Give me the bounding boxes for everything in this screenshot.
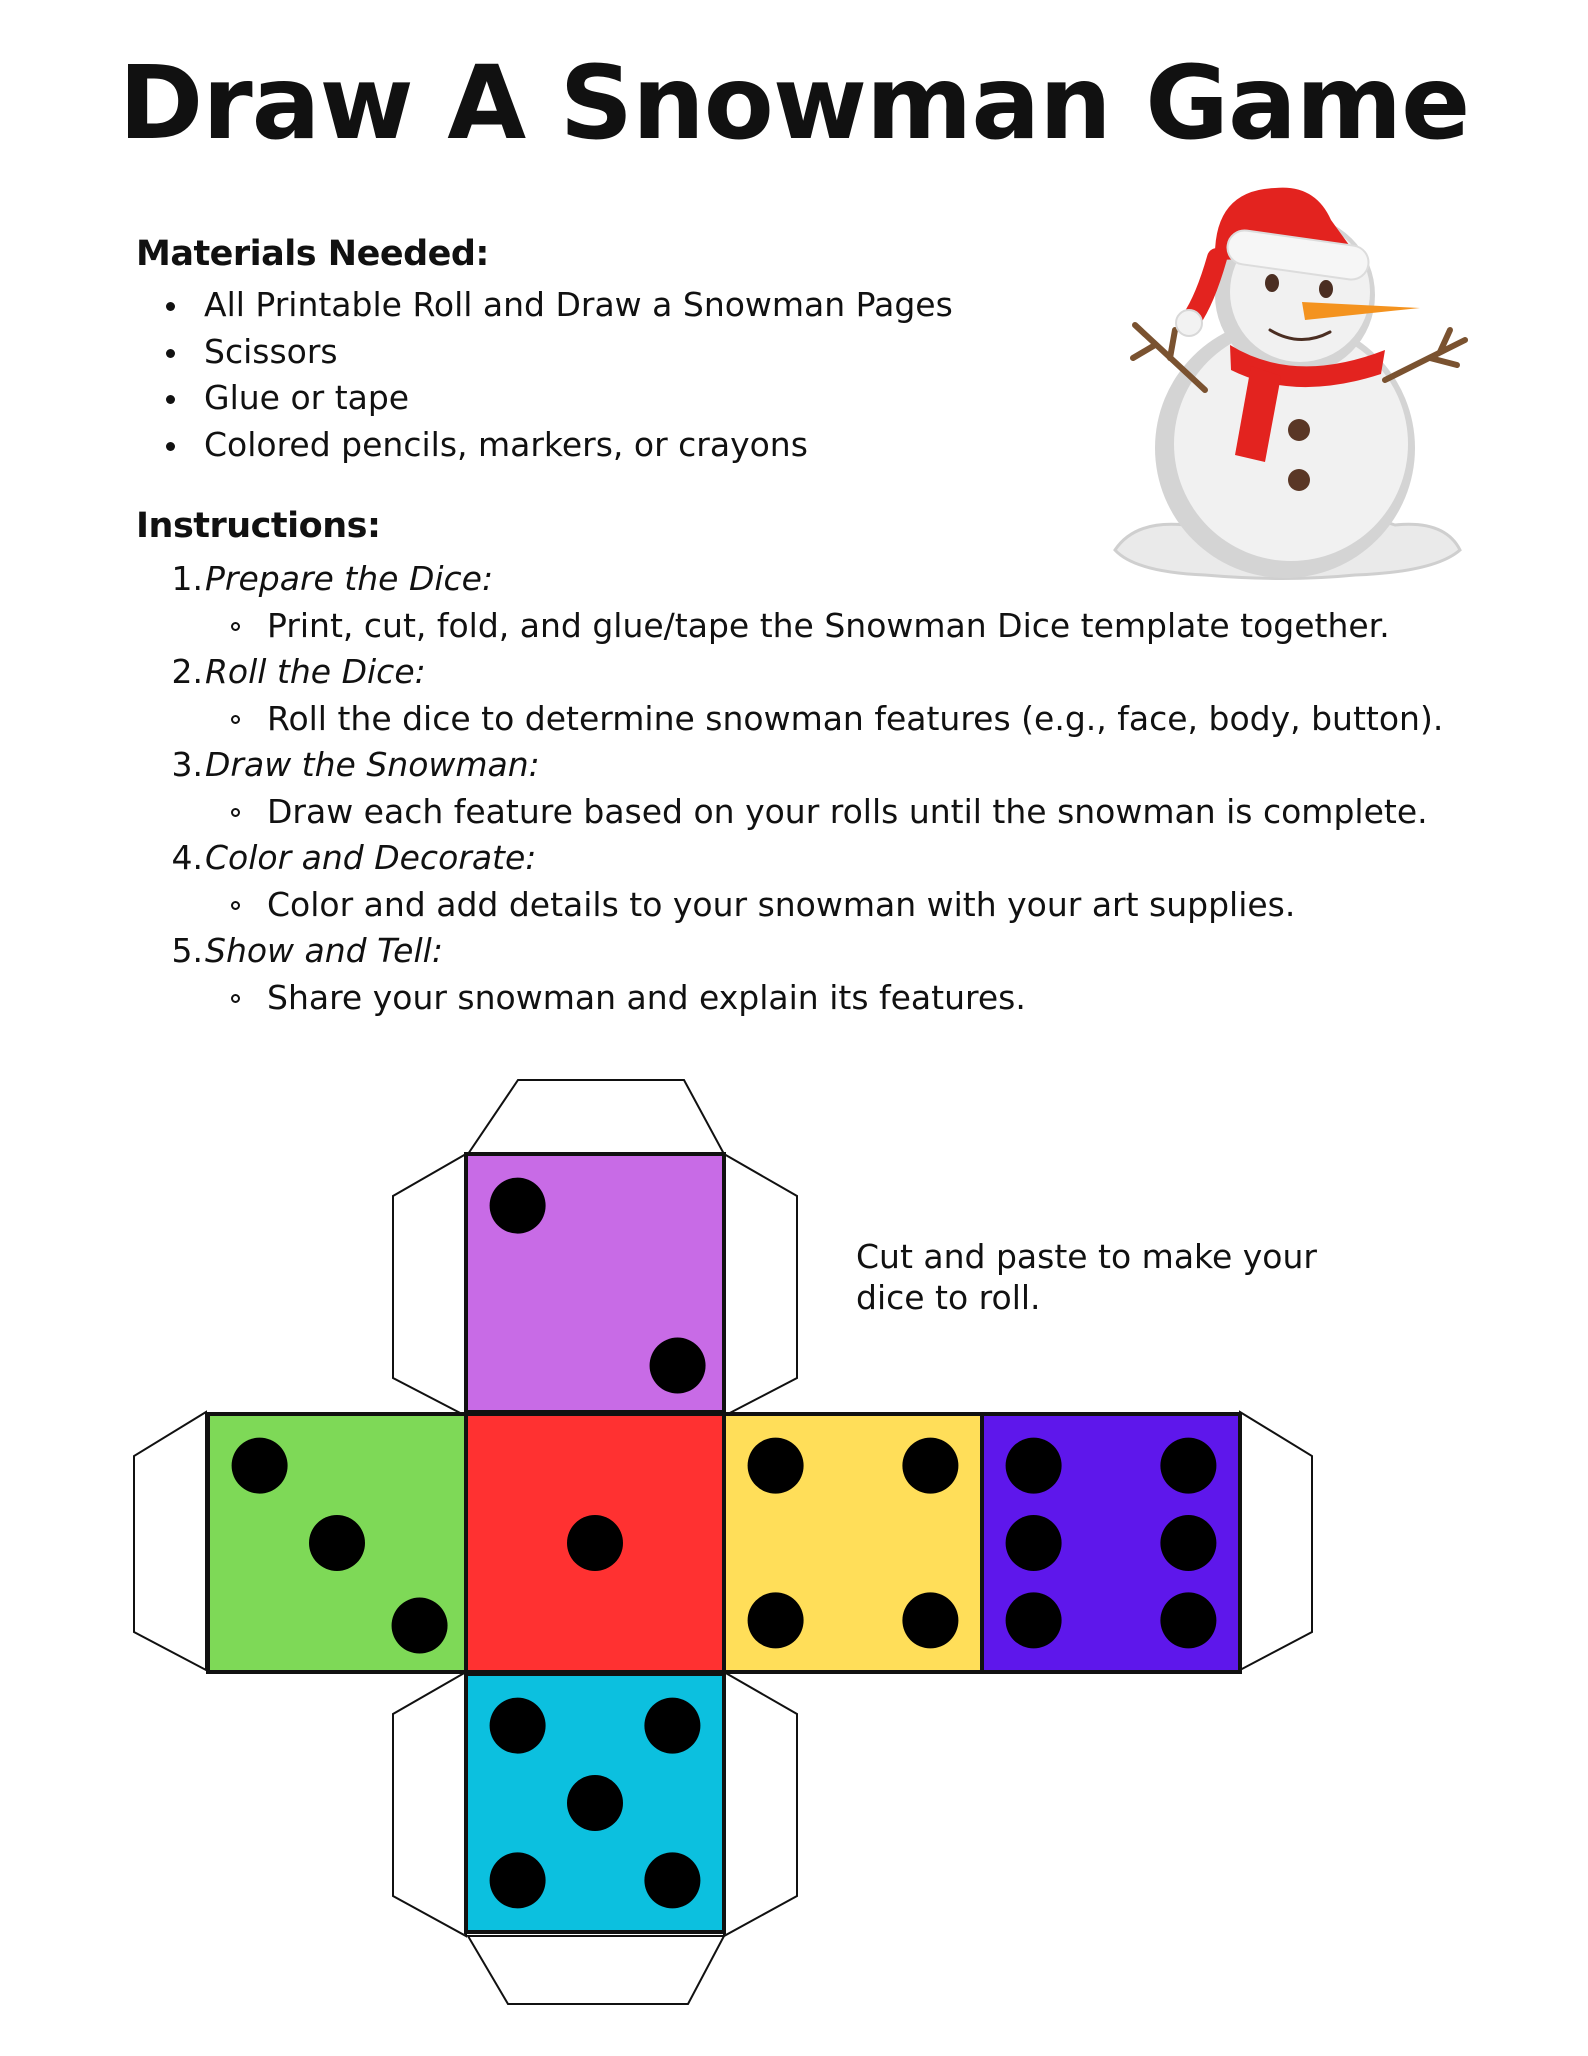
materials-heading: Materials Needed: [136, 234, 489, 274]
list-item: Glue or tape [162, 375, 953, 422]
dice-pip [490, 1852, 546, 1908]
dice-pip [644, 1698, 700, 1754]
materials-list [162, 282, 953, 468]
instructions-list [160, 556, 1443, 1021]
list-item: All Printable Roll and Draw a Snowman Pages [162, 282, 953, 329]
step-number: 4. [171, 838, 203, 877]
instructions-heading: Instructions: [136, 506, 381, 546]
dice-pip [490, 1698, 546, 1754]
dice-pip [309, 1515, 365, 1571]
dice-pip [1006, 1592, 1062, 1648]
dice-pip [392, 1598, 448, 1654]
dice-flap [1240, 1412, 1312, 1670]
step-detail: Share your snowman and explain its features. [160, 975, 1443, 1022]
snowman-icon [1095, 180, 1475, 600]
dice-pip [1160, 1592, 1216, 1648]
dice-pip [748, 1438, 804, 1494]
dice-pip [902, 1592, 958, 1648]
dice-pip [644, 1852, 700, 1908]
step-detail: Draw each feature based on your rolls until the snowman is complete. [160, 789, 1443, 836]
step-number: 5. [171, 931, 203, 970]
step-title: Color and Decorate: [205, 838, 537, 877]
dice-pip [490, 1178, 546, 1234]
dice-pip [902, 1438, 958, 1494]
dice-flap [468, 1080, 724, 1154]
dice-pip [1006, 1515, 1062, 1571]
step-item [160, 742, 1443, 835]
dice-pip [650, 1338, 706, 1394]
dice-pip [1160, 1515, 1216, 1571]
dice-pip [232, 1438, 288, 1494]
step-number: 3. [171, 745, 203, 784]
step-detail: Print, cut, fold, and glue/tape the Snowman Dice template together. [160, 603, 1443, 650]
step-number: 2. [171, 652, 203, 691]
step-title: Draw the Snowman: [205, 745, 540, 784]
dice-pip [567, 1515, 623, 1571]
dice-flap [393, 1672, 466, 1936]
dice-pip [1160, 1438, 1216, 1494]
dice-pip [748, 1592, 804, 1648]
list-item: Colored pencils, markers, or crayons [162, 422, 953, 469]
step-title: Show and Tell: [205, 931, 443, 970]
dice-flap [134, 1412, 206, 1670]
dice-flap [468, 1936, 724, 2004]
dice-pip [1006, 1438, 1062, 1494]
dice-flap [724, 1672, 797, 1936]
step-detail: Roll the dice to determine snowman features (e.g., face, body, button). [160, 696, 1443, 743]
dice-pip [567, 1775, 623, 1831]
page-title: Draw A Snowman Game [118, 44, 1470, 163]
step-title: Roll the Dice: [205, 652, 426, 691]
dice-flap [393, 1154, 466, 1416]
step-item [160, 649, 1443, 742]
step-title: Prepare the Dice: [205, 559, 494, 598]
dice-flap [724, 1154, 797, 1416]
step-number: 1. [171, 559, 203, 598]
step-detail: Color and add details to your snowman with your art supplies. [160, 882, 1443, 929]
list-item: Scissors [162, 329, 953, 376]
step-item [160, 835, 1443, 928]
step-item [160, 928, 1443, 1021]
dice-instructions-note: Cut and paste to make your dice to roll. [856, 1237, 1317, 1317]
dice-net [0, 1060, 1588, 2056]
